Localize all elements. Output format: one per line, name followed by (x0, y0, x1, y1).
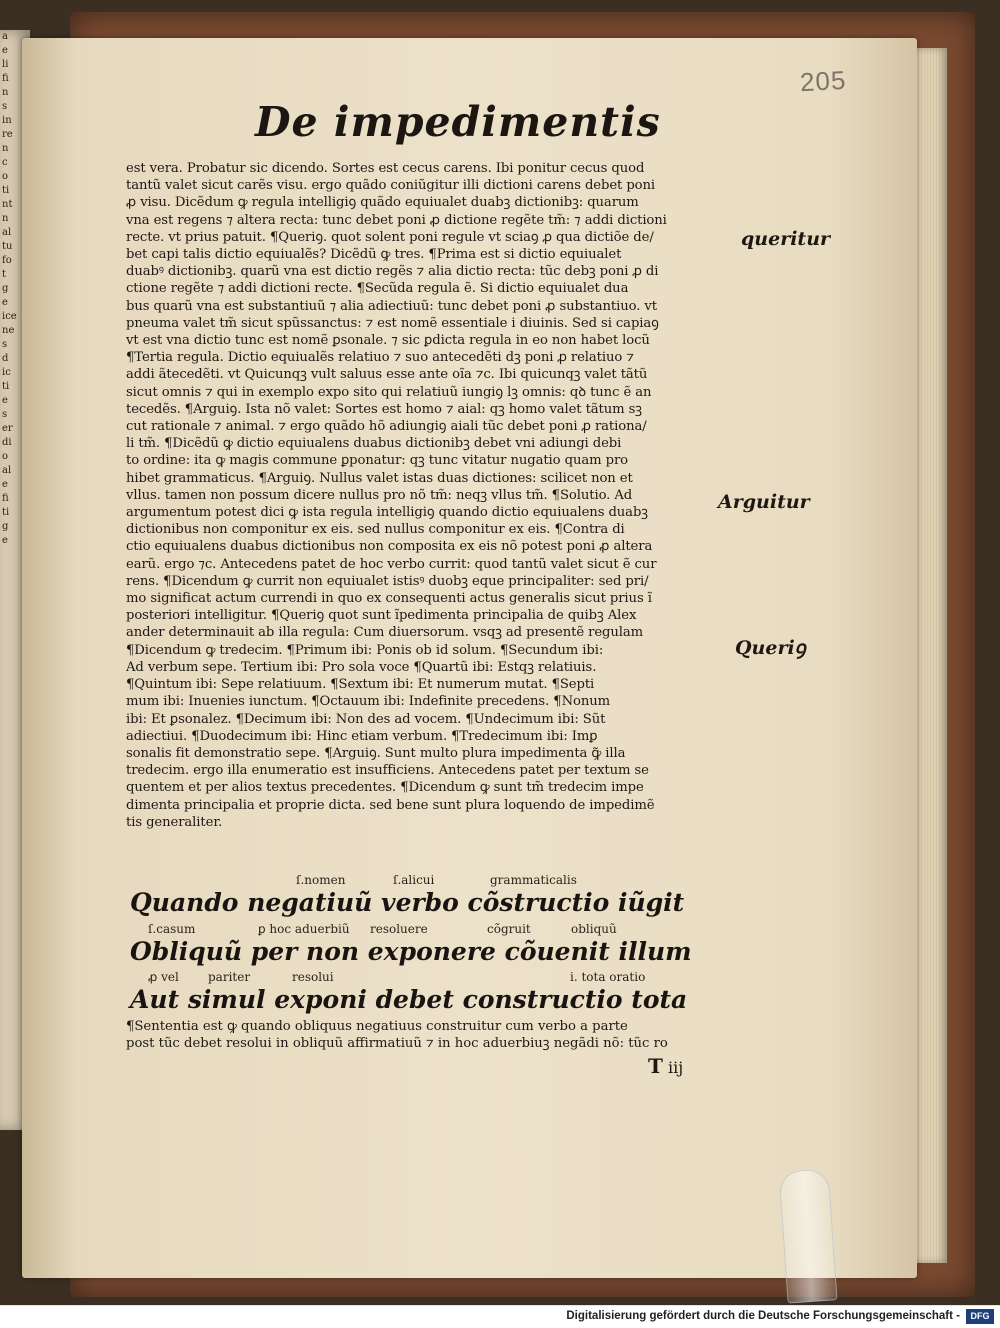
left-page-fragment: s (2, 339, 8, 350)
text-line: rens. ¶Dicendum ꝙ currit non equiualet istisꝰ duobꝫ eque principaliter: sed pri/ (126, 573, 649, 589)
text-line: tantũ valet sicut carẽs visu. ergo quãdo coniũgitur illi dictioni carens debet poni (126, 178, 656, 194)
left-page-fragment: al (2, 465, 12, 476)
margin-note-queritur-2: Queriꝯ (735, 637, 806, 659)
text-line: vna est regens ⁊ altera recta: tunc debet poni ꝓ dictione regẽte tm̃: ⁊ addi dictioni (126, 212, 667, 228)
left-page-fragment: ic (2, 367, 11, 378)
text-line: dictionibus non componitur ex eis. sed nullus componitur ex eis. ¶Contra di (126, 522, 625, 538)
text-line: adiectiui. ¶Duodecimum ibi: Hinc etiam verbum. ¶Tredecimum ibi: Imꝑ (126, 728, 598, 744)
left-page-fragment: ti (2, 185, 10, 196)
gloss: ſ.nomen (296, 873, 346, 887)
text-line: ctio equiualens duabus dictionibus non composita ex eis nõ potest poni ꝓ altera (126, 539, 653, 555)
text-line: ¶Quintum ibi: Sepe relatiuum. ¶Sextum ibi: Et numerum mutat. ¶Septi (126, 677, 595, 693)
left-page-fragment: e (2, 535, 8, 546)
left-page-fragment: o (2, 171, 9, 182)
left-page-fragment: fi (2, 73, 9, 84)
margin-note-queritur: queritur (741, 228, 831, 250)
text-line: ꝓ visu. Dicẽdum ꝙ regula intelligiꝯ quãdo equiualet duabꝫ dictionibꝫ: quarum (126, 195, 639, 211)
plastic-page-holder (778, 1168, 837, 1303)
gloss: resoluere (370, 922, 428, 936)
text-line: mum ibi: Inuenies iunctum. ¶Octauum ibi: Indefinite precedens. ¶Nonum (126, 694, 611, 710)
gloss: cõgruit (487, 922, 531, 936)
text-line: cut rationale ⁊ animal. ⁊ ergo quãdo hõ adiungiꝯ aiali tũc debet poni ꝓ rationa/ (126, 419, 647, 435)
left-page-fragment: ne (2, 325, 15, 336)
text-line: pneuma valet tm̃ sicut spũssanctus: ⁊ est nomẽ essentiale i diuinis. Sed si capiaꝯ (126, 315, 659, 331)
text-line: ¶Dicendum ꝙ tredecim. ¶Primum ibi: Ponis ob id solum. ¶Secundum ibi: (126, 642, 604, 658)
left-page-fragment: al (2, 227, 12, 238)
text-line: hibet grammaticus. ¶Arguiꝯ. Nullus valet istas duas dictiones: scilicet non et (126, 470, 633, 486)
gloss: ꝑ hoc aduerbiũ (258, 922, 350, 936)
left-page-fragment: in (2, 115, 12, 126)
left-page-fragment: g (2, 521, 9, 532)
footer-credit: Digitalisierung gefördert durch die Deutsche Forschungsgemeinschaft - (566, 1310, 960, 1322)
left-page-fragment: e (2, 395, 8, 406)
gloss: obliquũ (571, 922, 617, 936)
left-page-fragment: g (2, 283, 9, 294)
body-text (126, 160, 716, 831)
text-line: bus quarũ vna est substantiuũ ⁊ alia adiectiuũ: tunc debet poni ꝓ substantiuo. vt (126, 298, 657, 314)
text-line: mo significat actum currendi in quo ex consequenti actus generalis sicut prius ĩ (126, 591, 652, 607)
gloss: ꝓ vel (148, 970, 179, 984)
commentary-line: ¶Sententia est ꝙ quando obliquus negatiuus construitur cum verbo a parte (126, 1019, 628, 1034)
text-line: ibi: Et ꝑsonalez. ¶Decimum ibi: Non des ad vocem. ¶Undecimum ibi: Sũt (126, 711, 606, 727)
left-page-fragment: e (2, 45, 8, 56)
signature-letter: T (648, 1054, 663, 1078)
gloss: ſ.alicui (393, 873, 435, 887)
text-line: tecedẽs. ¶Arguiꝯ. Ista nõ valet: Sortes est homo ⁊ aial: qꝫ homo valet tãtum sꝫ (126, 401, 642, 417)
text-line: to ordine: ita ꝙ magis commune ꝑponatur: qꝫ tunc vitatur nugatio quam pro (126, 453, 628, 469)
text-line: ¶Tertia regula. Dictio equiualẽs relatiuo ⁊ suo antecedẽti dꝫ poni ꝓ relatiuo ⁊ (126, 350, 634, 366)
gloss: resolui (292, 970, 334, 984)
left-page-fragment: n (2, 87, 9, 98)
text-line: tis generaliter. (126, 814, 223, 830)
left-page-fragment: n (2, 143, 9, 154)
verse-line: Aut simul exponi debet constructio tota (130, 985, 688, 1014)
left-page-fragment: t (2, 269, 7, 280)
text-line: li tm̃. ¶Dicẽdũ ꝙ dictio equiualens duabus dictionibꝫ debet vni adiungi debi (126, 436, 622, 452)
left-page-fragment: o (2, 451, 9, 462)
left-page-fragment: s (2, 101, 8, 112)
text-line: dimenta principalia et proprie dicta. sed bene sunt plura loquendo de impedimẽ (126, 797, 655, 813)
commentary-line: post tũc debet resolui in obliquũ affirmatiuũ ⁊ in hoc aduerbiuꝫ negãdi nõ: tũc ro (126, 1036, 668, 1051)
text-line: est vera. Probatur sic dicendo. Sortes est cecus carens. Ibi ponitur cecus quod (126, 161, 645, 176)
text-line: tredecim. ergo illa enumeratio est insufficiens. Antecedens patet per textum se (126, 763, 649, 779)
text-line: argumentum potest dici ꝙ ista regula intelligiꝯ quando dictio equiualens duabꝫ (126, 505, 648, 521)
gloss: pariter (208, 970, 251, 984)
text-line: vt est vna dictio tunc est nomẽ ꝑsonale. ⁊ sic ꝑdicta regula in eo non habet locũ (126, 333, 650, 349)
left-page-fragment: n (2, 213, 9, 224)
margin-note-arguitur: Arguitur (718, 491, 810, 513)
folio-number: 205 (799, 64, 848, 98)
left-page-fragment: tu (2, 241, 13, 252)
text-line: addi ãtecedẽti. vt Quicunqꝫ vult saluus esse ante oĩa ⁊c. Ibi quicunqꝫ valet tãtũ (126, 367, 648, 383)
text-line: quentem et per alios textus precedentes. ¶Dicendum ꝙ sunt tm̃ tredecim impe (126, 780, 644, 796)
text-line: vllus. tamen non possum dicere nullus pro nõ tm̃: neqꝫ vllus tm̃. ¶Solutio. Ad (126, 487, 633, 503)
text-line: posteriori intelligitur. ¶Queriꝯ quot sunt ĩpedimenta principalia de quibꝫ Alex (126, 608, 637, 624)
text-line: ander determinauit ab illa regula: Cum diuersorum. vsqꝫ ad presentẽ regulam (126, 625, 644, 641)
verse-line: Quando negatiuũ verbo cõstructio iũgit (130, 888, 685, 917)
gloss: grammaticalis (490, 873, 577, 887)
left-page-fragment: fi (2, 493, 9, 504)
signature-mark (648, 1054, 683, 1078)
left-page-fragment: li (2, 59, 9, 70)
gloss: i. tota oratio (570, 970, 646, 984)
gloss: ſ.casum (148, 922, 196, 936)
left-page-fragment: ti (2, 507, 10, 518)
left-page-fragment: re (2, 129, 13, 140)
text-line: recte. vt prius patuit. ¶Queriꝯ. quot solent poni regule vt sciaꝯ ꝓ qua dictiõe de/ (126, 229, 654, 245)
verse-line: Obliquũ per non exponere cõuenit illum (130, 937, 692, 966)
left-page-fragment: e (2, 297, 8, 308)
text-line: bet capi talis dictio equiualẽs? Dicẽdũ ꝙ tres. ¶Prima est si dictio equiualet (126, 247, 622, 263)
left-page-fragment: di (2, 437, 12, 448)
footer-bar (0, 1305, 1000, 1328)
text-line: earũ. ergo ⁊c. Antecedens patet de hoc verbo currit: quod tantũ valet sicut ẽ cur (126, 556, 657, 572)
signature-number: iij (667, 1058, 684, 1077)
left-page-fragment: ti (2, 381, 10, 392)
left-page-fragment: s (2, 409, 8, 420)
text-line: duabꝰ dictionibꝫ. quarũ vna est dictio regẽs ⁊ alia dictio recta: tũc debꝫ poni ꝓ di (126, 264, 659, 280)
text-line: Ad verbum sepe. Tertium ibi: Pro sola voce ¶Quartũ ibi: Estqꝫ relatiuis. (126, 659, 597, 675)
left-page-fragment: fo (2, 255, 12, 266)
left-page-fragment: nt (2, 199, 13, 210)
left-page-fragment: e (2, 479, 8, 490)
left-page-fragment: ice (2, 311, 17, 322)
dfg-logo: DFG (966, 1309, 994, 1324)
text-line: ctione regẽte ⁊ addi dictioni recte. ¶Secũda regula ẽ. Si dictio equiualet dua (126, 281, 629, 297)
text-line: sicut omnis ⁊ qui in exemplo expo sito qui relatiuũ iungiꝯ lꝫ omnis: qꝺ tunc ẽ an (126, 384, 652, 400)
left-page-fragment: d (2, 353, 9, 364)
text-line: sonalis fit demonstratio sepe. ¶Arguiꝯ. Sunt multo plura impedimenta ꝙ̃ illa (126, 745, 626, 761)
left-page-fragment: c (2, 157, 8, 168)
page-heading: De impedimentis (255, 98, 661, 146)
left-page-fragment: er (2, 423, 13, 434)
left-page-fragment: a (2, 31, 8, 42)
